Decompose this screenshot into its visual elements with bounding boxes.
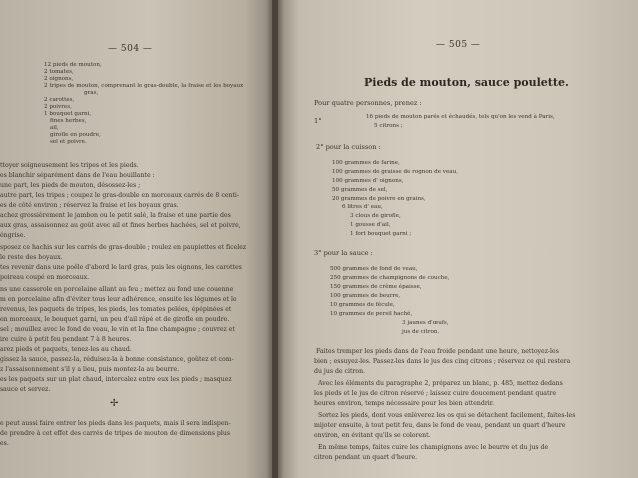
body-line: es de côté environ ; réservez la fraise et les boyaux gras. bbox=[0, 202, 179, 209]
ingredient-line: 1 fort bouquet garni ; bbox=[350, 231, 412, 237]
ingredient-line: 100 grammes d' oignons, bbox=[332, 178, 404, 184]
body-line: éngrise. bbox=[0, 232, 26, 239]
body-line: sauce et servez. bbox=[0, 386, 51, 393]
ingredient-line: jus de citron. bbox=[402, 329, 440, 335]
ingredient-line: 3 jaunes d'œufs, bbox=[402, 320, 449, 326]
note-line: de prendre à cet effet des carrés de tripes de mouton de dimensions plus bbox=[0, 430, 231, 437]
ingredient-line: ail, bbox=[50, 125, 59, 131]
body-line: citron pendant un quart d'heure. bbox=[314, 454, 418, 461]
note-line: es. bbox=[0, 440, 9, 447]
ingredient-line: 1 bouquet garni, bbox=[44, 111, 92, 117]
ingredient-line: 150 grammes de crème épaisse, bbox=[330, 284, 422, 290]
body-line: achez grossièrement le jambon ou le petit salé, la fraise et une partie des bbox=[0, 212, 231, 219]
body-line: arez pieds et paquets, tenez-les au chaud. bbox=[0, 346, 132, 353]
item-1-line: 16 pieds de mouton parés et échaudés, tels qu'on les vend à Paris, bbox=[366, 114, 555, 120]
ingredient-line: girofle en poudre, bbox=[50, 132, 101, 138]
body-line: tes revenir dans une poêle d'abord le lard gras, puis les oignons, les carottes bbox=[0, 264, 242, 271]
body-line: revenus, les paquets de tripes, les pieds, les tomates pelées, épépinées et bbox=[0, 306, 232, 313]
body-line: gissez la sauce, passez-la, réduisez-la à bonne consistance, goûtez et com- bbox=[0, 356, 234, 363]
ingredient-line: 500 grammes de fond de veau, bbox=[330, 266, 418, 272]
item-2-marker: 2° pour la cuisson : bbox=[316, 143, 381, 151]
body-line: Sortez les pieds, dont vous enlèverez les os qui se détachent facilement, faites-les bbox=[318, 412, 576, 419]
body-line: sel ; mouillez avec le fond de veau, le vin et la fine champagne ; couvrez et bbox=[0, 326, 235, 333]
body-line: bien ; essuyez-les. Passez-les dans le jus des cinq citrons ; réservez ce qui restera bbox=[314, 358, 571, 365]
right-page bbox=[278, 0, 638, 478]
intro-line: Pour quatre personnes, prenez : bbox=[314, 99, 422, 107]
body-line: environ, en évitant qu'ils se colorent. bbox=[314, 432, 431, 439]
right-page-number: — 505 — bbox=[436, 40, 481, 50]
ingredient-line: 10 grammes de fécule, bbox=[330, 302, 395, 308]
ingredient-line: fines herbes, bbox=[50, 118, 87, 124]
ingredient-line: 2 tomates, bbox=[44, 69, 74, 75]
ingredient-line: 20 grammes de poivre en grains, bbox=[332, 196, 426, 202]
left-page-number: — 504 — bbox=[108, 44, 153, 54]
ingredient-line: 50 grammes de sel, bbox=[332, 187, 388, 193]
ingredient-line: 3 clous de girofle, bbox=[350, 213, 401, 219]
body-line: poireau coupé en morceaux. bbox=[0, 274, 90, 281]
body-line: z l'assaisonnement s'il y a lieu, puis montez-la au beurre. bbox=[0, 366, 180, 373]
body-line: le reste des boyaux. bbox=[0, 254, 63, 261]
body-line: aux gras, assaisonnez au goût avec ail et fines herbes hachées, sel et poivre, bbox=[0, 222, 241, 229]
ornament-icon: ✢ bbox=[110, 398, 119, 409]
body-line: es blanchir séparément dans de l'eau bouillante : bbox=[0, 172, 155, 179]
ingredient-line: 6 litres d' eau, bbox=[342, 204, 383, 210]
body-line: m en porcelaine afin d'éviter tous leur adhérence, ensuite les légumes et le bbox=[0, 296, 237, 303]
item-3-marker: 3° pour la sauce : bbox=[314, 249, 373, 257]
ingredient-line: 250 grammes de champignons de couche, bbox=[330, 275, 450, 281]
body-line: mijoter ensuite, à tout petit feu, dans le fond de veau, pendant un quart d'heure bbox=[314, 422, 566, 429]
ingredient-line: 10 grammes de persil haché, bbox=[330, 311, 413, 317]
ingredient-line: 2 carottes, bbox=[44, 97, 75, 103]
body-line: en morceaux, le bouquet garni, un peu d'ail râpé et de girofle en poudre. bbox=[0, 316, 230, 323]
body-line: une part, les pieds de mouton, désossez-les ; bbox=[0, 182, 141, 189]
body-line: ns une casserole en porcelaine allant au feu ; mettez au fond une couenne bbox=[0, 286, 234, 293]
note-line: e peut aussi faire entrer les pieds dans les paquets, mais il sera indispen- bbox=[0, 420, 231, 427]
left-page bbox=[0, 0, 272, 478]
body-line: ire cuire à petit feu pendant 7 à 8 heures. bbox=[0, 336, 132, 343]
body-line: sposez ce hachis sur les carrés de gras-double ; roulez en paupiettes et ficelez bbox=[0, 244, 247, 251]
body-line: autre part, les tripes ; coupez le gras-double en morceaux carrés de 8 centi- bbox=[0, 192, 239, 199]
body-line: En même temps, faites cuire les champignons avec le beurre et du jus de bbox=[318, 444, 549, 451]
ingredient-line: 100 grammes de graisse de rognon de veau, bbox=[332, 169, 458, 175]
ingredient-line: 1 gousse d'ail, bbox=[350, 222, 391, 228]
body-line: es les paquets sur un plat chaud, intercalez entre eux les pieds ; masquez bbox=[0, 376, 232, 383]
body-line: les pieds et le jus de citron réservé ; laissez cuire doucement pendant quatre bbox=[314, 390, 557, 397]
body-line: heures environ, temps nécessaire pour les bien attendrir. bbox=[314, 400, 494, 407]
ingredient-line: 2 poivres, bbox=[44, 104, 72, 110]
ingredient-line: 2 tripes de mouton, comprenant le gras-double, la fraise et les boyaux bbox=[44, 83, 244, 89]
ingredient-line: 2 oignons, bbox=[44, 76, 74, 82]
body-line: ttoyer soigneusement les tripes et les pieds. bbox=[0, 162, 139, 169]
ingredient-line: 100 grammes de farine, bbox=[332, 160, 400, 166]
body-line: du jus de citron. bbox=[314, 368, 366, 375]
ingredient-line: sel et poivre. bbox=[50, 139, 87, 145]
item-1-line: 5 citrons ; bbox=[374, 123, 403, 129]
ingredient-line: 12 pieds de mouton, bbox=[44, 62, 102, 68]
book-gutter bbox=[266, 0, 284, 478]
recipe-title: Pieds de mouton, sauce poulette. bbox=[364, 76, 569, 89]
ingredient-line: 100 grammes de beurre, bbox=[330, 293, 401, 299]
body-line: Faites tremper les pieds dans de l'eau froide pendant une heure, nettoyez-les bbox=[316, 348, 559, 355]
ingredient-line: gras, bbox=[84, 90, 99, 96]
item-1-marker: 1° bbox=[314, 117, 322, 125]
body-line: Avec les éléments du paragraphe 2, préparez un blanc, p. 485, mettez dedans bbox=[318, 380, 563, 387]
